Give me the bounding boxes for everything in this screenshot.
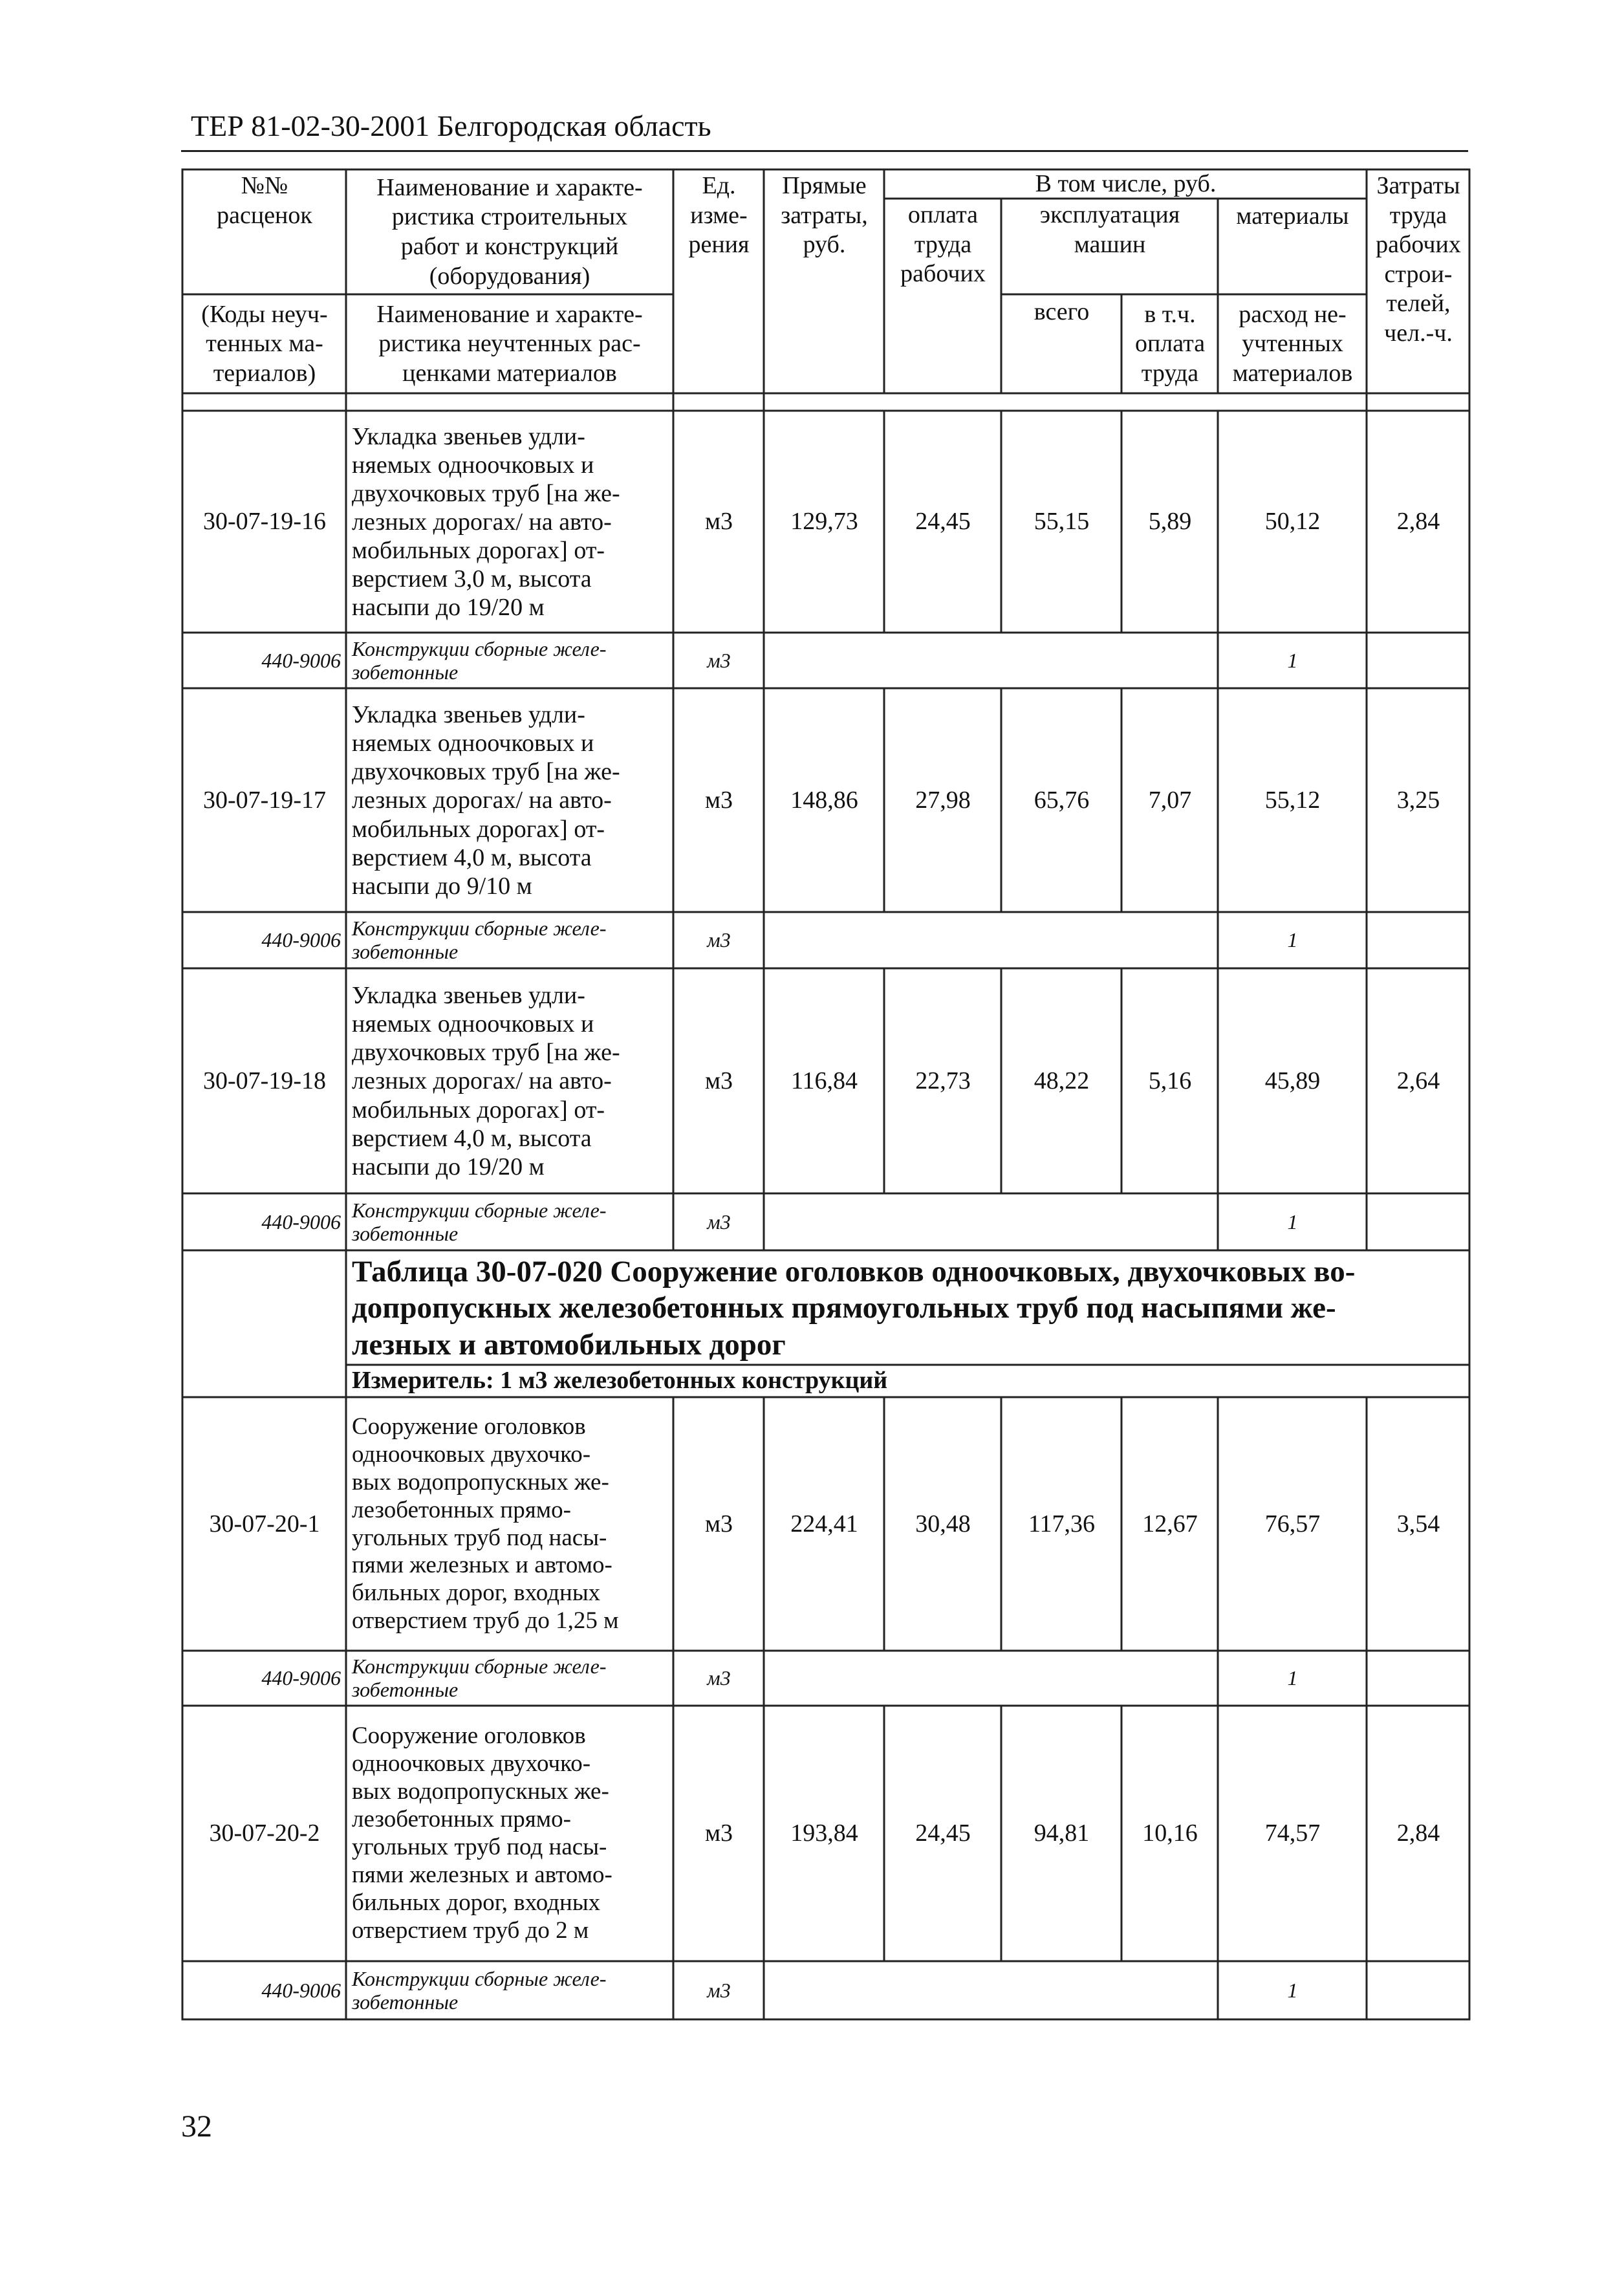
row-code: 30-07-20-2 [209,1820,320,1847]
row-machines-wages: 5,16 [1148,1067,1192,1094]
material-quantity: 1 [1287,1666,1298,1690]
row-code: 30-07-19-16 [203,508,326,536]
col-machines-wages-header: в т.ч. оплата труда [1134,300,1206,387]
material-name: Конструкции сборные желе- зобетонные [352,1198,607,1245]
col-machines-header: эксплуатация машин [1039,201,1180,258]
row-labor: 2,84 [1396,508,1440,536]
material-quantity: 1 [1287,1978,1298,2002]
table-measure: Измеритель: 1 м3 железобетонных конструкций [352,1367,888,1395]
row-labor: 2,84 [1396,1820,1440,1847]
row-machines-total: 94,81 [1034,1820,1090,1847]
row-machines-wages: 10,16 [1142,1820,1198,1847]
row-description: Укладка звеньев удли- няемых одноочковых и двухочковых труб [на же- лезных дорогах/ на авто- мобильных дорогах] от- верстием 3,0 м, высота насыпи до 19/20 м [352,422,620,622]
row-description: Укладка звеньев удли- няемых одноочковых и двухочковых труб [на же- лезных дорогах/ на авто- мобильных дорогах] от- верстием 4,0 м, высота насыпи до 19/20 м [352,982,620,1180]
material-name: Конструкции сборные желе- зобетонные [352,1655,607,1701]
row-unit: м3 [704,1510,733,1538]
material-code: 440-9006 [261,1978,341,2002]
material-unit: м3 [707,648,731,672]
row-code: 30-07-19-17 [203,786,326,814]
row-description: Сооружение оголовков одноочковых двухочко- вых водопропускных же- лезобетонных прямо- угольных труб под насы- пями железных и автомо- бильных дорог, входных отверстием труб до 2 м [352,1722,612,1944]
row-machines-total: 65,76 [1034,786,1090,814]
row-code: 30-07-19-18 [203,1067,326,1094]
row-wages: 22,73 [915,1067,971,1094]
col-labor-header: Затраты труда рабочих строи- телей, чел.-ч. [1376,172,1461,347]
page-header: ТЕР 81-02-30-2001 Белгородская область [191,109,711,142]
material-code: 440-9006 [261,928,341,952]
row-machines-total: 117,36 [1028,1510,1096,1538]
col-materials-unaccounted-header: расход не- учтенных материалов [1232,300,1353,387]
material-code: 440-9006 [261,1666,341,1690]
col-name-unaccounted-header: Наименование и характе- ристика неучтенных рас- ценками материалов [376,300,643,387]
material-unit: м3 [707,1210,731,1233]
row-unit: м3 [704,1067,733,1094]
row-direct-costs: 193,84 [790,1820,858,1847]
row-machines-total: 55,15 [1034,508,1090,536]
row-wages: 30,48 [915,1510,971,1538]
row-wages: 24,45 [915,1820,971,1847]
page-number: 32 [181,2109,212,2144]
row-description: Укладка звеньев удли- няемых одноочковых и двухочковых труб [на же- лезных дорогах/ на авто- мобильных дорогах] от- верстием 4,0 м, высота насыпи до 9/10 м [352,701,620,900]
col-direct-header: Прямые затраты, руб. [781,172,868,259]
row-wages: 24,45 [915,508,971,536]
row-unit: м3 [704,786,733,814]
material-name: Конструкции сборные желе- зобетонные [352,1966,607,2014]
row-machines-total: 48,22 [1034,1067,1090,1094]
material-unit: м3 [707,928,731,952]
col-machines-total-header: всего [1034,298,1090,326]
table-title: Таблица 30-07-020 Сооружение оголовков одноочковых, двухочковых во- допропускных железобетонных прямоугольных труб под насыпями же- лезных и автомобильных дорог [352,1255,1356,1362]
col-name-header: Наименование и характе- ристика строительных работ и конструкций (оборудования) [376,173,643,290]
col-wages-header: оплата труда рабочих [900,201,986,288]
col-unit-header: Ед. изме- рения [688,172,750,259]
row-direct-costs: 224,41 [790,1510,858,1538]
row-machines-wages: 5,89 [1148,508,1192,536]
material-quantity: 1 [1287,928,1298,952]
row-unit: м3 [704,1820,733,1847]
row-code: 30-07-20-1 [209,1510,320,1538]
col-incl-header: В том числе, руб. [1035,171,1217,197]
row-direct-costs: 116,84 [790,1067,858,1094]
material-quantity: 1 [1287,648,1298,672]
row-machines-wages: 12,67 [1142,1510,1198,1538]
material-quantity: 1 [1287,1210,1298,1233]
col-code-header: №№ расценок [217,172,312,229]
row-labor: 2,64 [1396,1067,1440,1094]
row-unit: м3 [704,508,733,536]
material-code: 440-9006 [261,648,341,672]
row-materials: 74,57 [1264,1820,1321,1847]
material-code: 440-9006 [261,1210,341,1233]
material-name: Конструкции сборные желе- зобетонные [352,917,607,963]
row-direct-costs: 148,86 [790,786,858,814]
row-materials: 50,12 [1264,508,1321,536]
material-name: Конструкции сборные желе- зобетонные [352,636,607,684]
row-machines-wages: 7,07 [1148,786,1192,814]
material-unit: м3 [707,1978,731,2002]
col-materials-header: материалы [1236,202,1349,230]
row-materials: 55,12 [1264,786,1321,814]
row-labor: 3,25 [1396,786,1440,814]
material-unit: м3 [707,1666,731,1690]
row-direct-costs: 129,73 [790,508,858,536]
col-code-unaccounted-header: (Коды неуч- тенных ма- териалов) [201,300,328,387]
row-description: Сооружение оголовков одноочковых двухочко- вых водопропускных же- лезобетонных прямо- угольных труб под насы- пями железных и автомо- бильных дорог, входных отверстием труб до 1,25 м [352,1413,619,1635]
row-wages: 27,98 [915,786,971,814]
row-materials: 76,57 [1264,1510,1321,1538]
row-labor: 3,54 [1396,1510,1440,1538]
row-materials: 45,89 [1264,1067,1321,1094]
